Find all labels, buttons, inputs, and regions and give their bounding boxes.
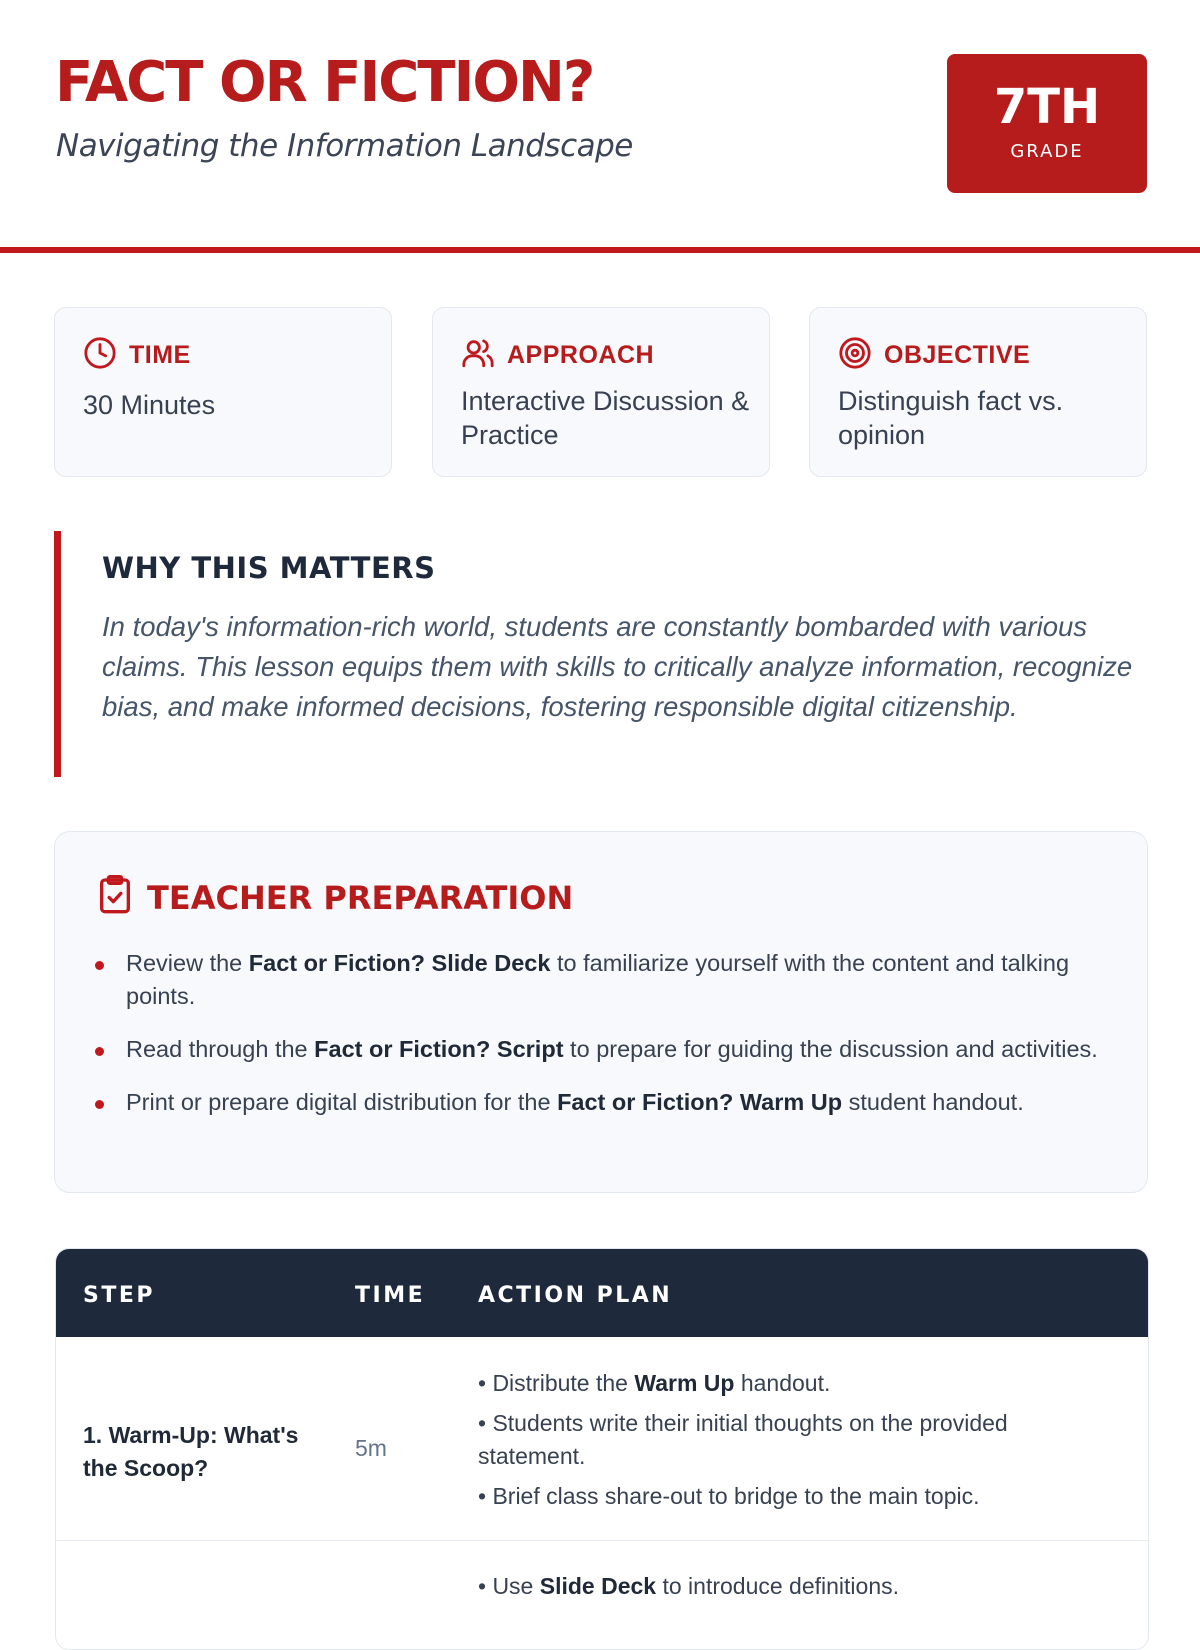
grade-label: GRADE xyxy=(1010,141,1084,162)
item-text: Print or prepare digital distribution for the xyxy=(126,1089,558,1115)
table-row xyxy=(56,1337,1148,1541)
users-icon xyxy=(461,336,495,375)
card-value: 30 Minutes xyxy=(83,390,216,420)
item-text: to prepare for guiding the discussion and activities. xyxy=(563,1036,1098,1062)
list-item xyxy=(95,1033,1105,1066)
prep-head xyxy=(98,875,573,920)
item-text: student handout. xyxy=(842,1089,1024,1115)
page-title: FACT OR FICTION? xyxy=(55,50,594,115)
card-title: TIME xyxy=(129,341,191,369)
bullet-icon xyxy=(95,1100,104,1109)
time-cell: 5m xyxy=(355,1435,387,1461)
approach-card xyxy=(432,307,770,477)
why-section xyxy=(54,531,1154,777)
target-icon xyxy=(838,336,872,375)
card-head xyxy=(461,336,654,375)
item-bold: Fact or Fiction? Warm Up xyxy=(557,1089,843,1115)
action-text: • Distribute the xyxy=(478,1370,635,1396)
header-step: STEP xyxy=(83,1283,156,1308)
why-title: WHY THIS MATTERS xyxy=(102,551,436,585)
list-item xyxy=(95,1086,1105,1119)
action-text: • Use xyxy=(478,1573,540,1599)
grade-badge xyxy=(947,54,1147,193)
action-text: • Students write their initial thoughts on the provided statement. xyxy=(478,1410,1008,1469)
header xyxy=(0,0,1200,253)
action-item xyxy=(478,1570,1118,1603)
why-text: In today's information-rich world, students are constantly bombarded with various claims. This lesson equips them with skills to critically analyze information, recognize bias, and make informed decisions, fostering responsible digital citizenship. xyxy=(102,611,1133,722)
action-bold: Warm Up xyxy=(634,1370,735,1396)
prep-list xyxy=(95,947,1105,1139)
table-header xyxy=(56,1249,1148,1337)
action-text: handout. xyxy=(734,1370,831,1396)
table-row xyxy=(56,1540,1148,1650)
action-cell xyxy=(478,1570,1118,1610)
card-value: Interactive Discussion & Practice xyxy=(461,386,750,450)
item-text: Review the xyxy=(126,950,249,976)
teacher-preparation xyxy=(54,831,1148,1193)
bullet-icon xyxy=(95,961,104,970)
time-card xyxy=(54,307,392,477)
step-cell: 1. Warm-Up: What's the Scoop? xyxy=(83,1422,299,1481)
action-text: to introduce definitions. xyxy=(656,1573,900,1599)
item-text: to familiarize yourself with the content and talking points. xyxy=(126,950,1070,1009)
lesson-table xyxy=(55,1248,1149,1650)
page-subtitle: Navigating the Information Landscape xyxy=(56,128,633,164)
list-item xyxy=(95,947,1105,1013)
card-head xyxy=(838,336,1030,375)
objective-card xyxy=(809,307,1147,477)
action-item xyxy=(478,1407,1118,1473)
card-head xyxy=(83,336,191,375)
item-text: Read through the xyxy=(126,1036,315,1062)
header-time: TIME xyxy=(355,1283,426,1308)
action-item xyxy=(478,1480,1118,1513)
action-bold: Slide Deck xyxy=(539,1573,657,1599)
action-item xyxy=(478,1367,1118,1400)
prep-title: TEACHER PREPARATION xyxy=(147,878,574,917)
action-cell xyxy=(478,1367,1118,1520)
card-title: OBJECTIVE xyxy=(884,341,1031,369)
bullet-icon xyxy=(95,1047,104,1056)
clipboard-check-icon xyxy=(98,875,132,920)
header-action: ACTION PLAN xyxy=(478,1283,673,1308)
item-bold: Fact or Fiction? Script xyxy=(314,1036,564,1062)
clock-icon xyxy=(83,336,117,375)
action-text: • Brief class share-out to bridge to the main topic. xyxy=(478,1483,980,1509)
card-value: Distinguish fact vs. opinion xyxy=(838,386,1064,450)
item-bold: Fact or Fiction? Slide Deck xyxy=(248,950,551,976)
grade-number: 7TH xyxy=(993,79,1101,135)
card-title: APPROACH xyxy=(507,341,655,369)
